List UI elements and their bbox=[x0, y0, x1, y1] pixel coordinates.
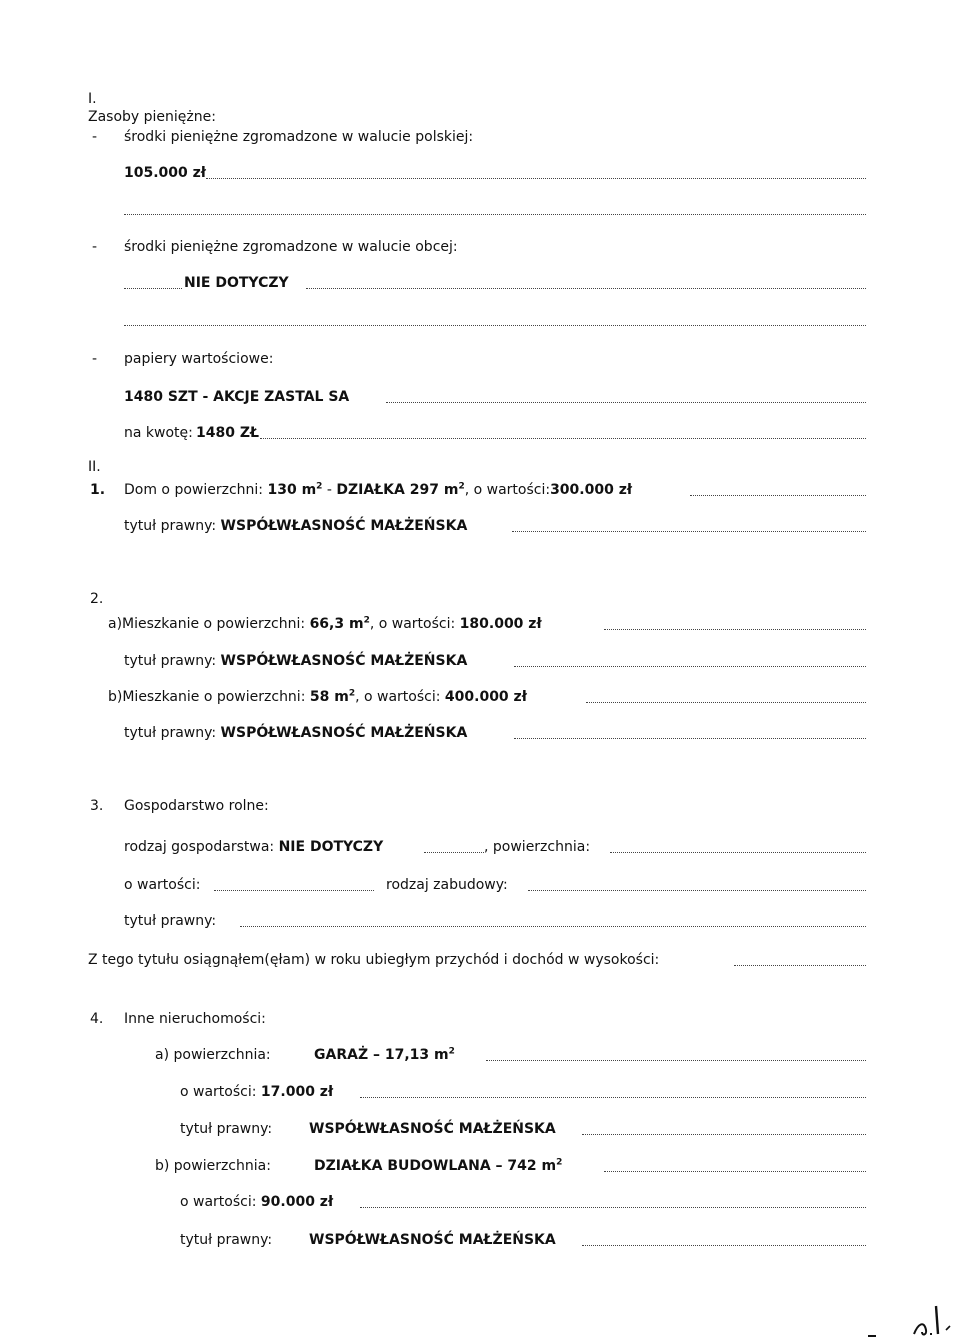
flat-a-value: 180.000 zł bbox=[459, 616, 542, 632]
item-2-number: 2. bbox=[90, 591, 104, 607]
plot-area-dotted-line bbox=[604, 1171, 866, 1172]
flat-b-value: 400.000 zł bbox=[444, 689, 527, 705]
farm-area-label: , powierzchnia: bbox=[484, 839, 591, 855]
farm-income-text: Z tego tytułu osiągnąłem(ęłam) w roku ubiegłym przychód i dochód w wysokości: bbox=[88, 952, 660, 968]
plot-title-value: WSPÓŁWŁASNOŚĆ MAŁŻEŃSKA bbox=[309, 1232, 556, 1248]
pln-dash: - bbox=[92, 129, 98, 145]
garage-title-label: tytuł prawny: bbox=[180, 1121, 273, 1137]
plot-value-dotted-line bbox=[360, 1207, 866, 1208]
securities-dotted-line bbox=[386, 402, 866, 403]
farm-type-label: rodzaj gospodarstwa: bbox=[124, 839, 275, 855]
plot-area-wrap bbox=[314, 1157, 562, 1175]
securities-dash: - bbox=[92, 351, 98, 367]
house-title-dotted-line bbox=[512, 531, 866, 532]
plot-letter: b) powierzchnia: bbox=[155, 1158, 271, 1174]
house-title-label: tytuł prawny: bbox=[124, 518, 217, 534]
signature-icon bbox=[866, 1300, 956, 1340]
pln-dotted-line-2 bbox=[124, 214, 866, 215]
garage-area-sup: 2 bbox=[448, 1046, 455, 1057]
house-value-prefix: , o wartości: bbox=[464, 482, 551, 498]
farm-area-dotted-line bbox=[610, 852, 866, 853]
plot-area-sup: 2 bbox=[556, 1157, 563, 1168]
garage-value-dotted-line bbox=[360, 1097, 866, 1098]
flat-b-prefix: b)Mieszkanie o powierzchni: bbox=[108, 689, 306, 705]
plot-value: 90.000 zł bbox=[260, 1194, 334, 1210]
farm-value-label: o wartości: bbox=[124, 877, 201, 893]
farm-type-dotted-line bbox=[424, 852, 484, 853]
plot-title-dotted-line bbox=[582, 1245, 866, 1246]
house-area: 130 m bbox=[267, 482, 317, 498]
farm-type-value: NIE DOTYCZY bbox=[278, 839, 384, 855]
section-1-heading: Zasoby pieniężne: bbox=[88, 109, 216, 125]
farm-building-dotted-line bbox=[528, 890, 866, 891]
foreign-dotted-line bbox=[306, 288, 866, 289]
flat-a-title-line bbox=[124, 652, 467, 670]
foreign-dotted-line-2 bbox=[124, 325, 866, 326]
flat-a-area: 66,3 m bbox=[309, 616, 364, 632]
house-prefix: Dom o powierzchni: bbox=[124, 482, 264, 498]
garage-value-label: o wartości: bbox=[180, 1084, 257, 1100]
flat-a-title-label: tytuł prawny: bbox=[124, 653, 217, 669]
flat-b-title-line bbox=[124, 724, 467, 742]
flat-a-area-sup: 2 bbox=[363, 615, 370, 626]
house-dotted-line bbox=[690, 495, 866, 496]
farm-title-dotted-line bbox=[240, 926, 866, 927]
flat-b-dotted-line bbox=[586, 702, 866, 703]
flat-a-value-prefix: , o wartości: bbox=[369, 616, 456, 632]
securities-value: 1480 SZT - AKCJE ZASTAL SA bbox=[124, 389, 350, 405]
garage-area: GARAŻ – 17,13 m bbox=[314, 1047, 449, 1063]
garage-area-dotted-line bbox=[486, 1060, 866, 1061]
garage-value-line bbox=[180, 1083, 333, 1101]
plot-value-label: o wartości: bbox=[180, 1194, 257, 1210]
house-line bbox=[124, 481, 632, 499]
securities-amount-dotted-line bbox=[260, 438, 866, 439]
securities-amount-label: na kwotę: bbox=[124, 425, 193, 441]
farm-type-line bbox=[124, 838, 383, 856]
flat-a-dotted-line bbox=[604, 629, 866, 630]
flat-b-title-dotted-line bbox=[514, 738, 866, 739]
pln-dotted-line bbox=[206, 178, 866, 179]
foreign-dash: - bbox=[92, 239, 98, 255]
item-3-number: 3. bbox=[90, 798, 104, 814]
garage-title-value: WSPÓŁWŁASNOŚĆ MAŁŻEŃSKA bbox=[309, 1121, 556, 1137]
flat-b-line bbox=[108, 688, 527, 706]
house-title-value: WSPÓŁWŁASNOŚĆ MAŁŻEŃSKA bbox=[220, 518, 468, 534]
section-1-numeral: I. bbox=[88, 91, 97, 107]
house-plot: DZIAŁKA 297 m bbox=[336, 482, 459, 498]
flat-a-line bbox=[108, 615, 542, 633]
item-4-number: 4. bbox=[90, 1011, 104, 1027]
garage-area-wrap bbox=[314, 1046, 455, 1064]
garage-value: 17.000 zł bbox=[260, 1084, 334, 1100]
section-2-numeral: II. bbox=[88, 459, 101, 475]
garage-letter: a) powierzchnia: bbox=[155, 1047, 271, 1063]
farm-value-dotted-line bbox=[214, 890, 374, 891]
farm-building-label: rodzaj zabudowy: bbox=[386, 877, 508, 893]
plot-value-line bbox=[180, 1193, 333, 1211]
flat-a-prefix: a)Mieszkanie o powierzchni: bbox=[108, 616, 306, 632]
farm-title-label: tytuł prawny: bbox=[124, 913, 217, 929]
foreign-dots-lead bbox=[124, 288, 182, 289]
house-title-line bbox=[124, 517, 467, 535]
flat-b-area-sup: 2 bbox=[348, 688, 356, 699]
plot-title-label: tytuł prawny: bbox=[180, 1232, 273, 1248]
securities-amount-value: 1480 ZŁ bbox=[196, 425, 259, 441]
house-sep: - bbox=[322, 482, 337, 498]
farm-income-dotted-line bbox=[734, 965, 866, 966]
flat-b-title-value: WSPÓŁWŁASNOŚĆ MAŁŻEŃSKA bbox=[220, 725, 468, 741]
foreign-value: NIE DOTYCZY bbox=[184, 275, 289, 291]
flat-a-title-dotted-line bbox=[514, 666, 866, 667]
flat-b-area: 58 m bbox=[309, 689, 349, 705]
plot-area: DZIAŁKA BUDOWLANA – 742 m bbox=[314, 1158, 557, 1174]
farm-label: Gospodarstwo rolne: bbox=[124, 798, 269, 814]
flat-b-title-label: tytuł prawny: bbox=[124, 725, 217, 741]
foreign-label: środki pieniężne zgromadzone w walucie obcej: bbox=[124, 239, 458, 255]
pln-value: 105.000 zł bbox=[124, 165, 206, 181]
house-plot-sup: 2 bbox=[458, 481, 465, 492]
pln-label: środki pieniężne zgromadzone w walucie polskiej: bbox=[124, 129, 474, 145]
item-1-number: 1. bbox=[90, 482, 106, 498]
securities-label: papiery wartościowe: bbox=[124, 351, 274, 367]
house-area-sup: 2 bbox=[316, 481, 323, 492]
flat-b-value-prefix: , o wartości: bbox=[355, 689, 441, 705]
garage-title-dotted-line bbox=[582, 1134, 866, 1135]
house-value: 300.000 zł bbox=[550, 482, 633, 498]
flat-a-title-value: WSPÓŁWŁASNOŚĆ MAŁŻEŃSKA bbox=[220, 653, 468, 669]
other-property-label: Inne nieruchomości: bbox=[124, 1011, 266, 1027]
